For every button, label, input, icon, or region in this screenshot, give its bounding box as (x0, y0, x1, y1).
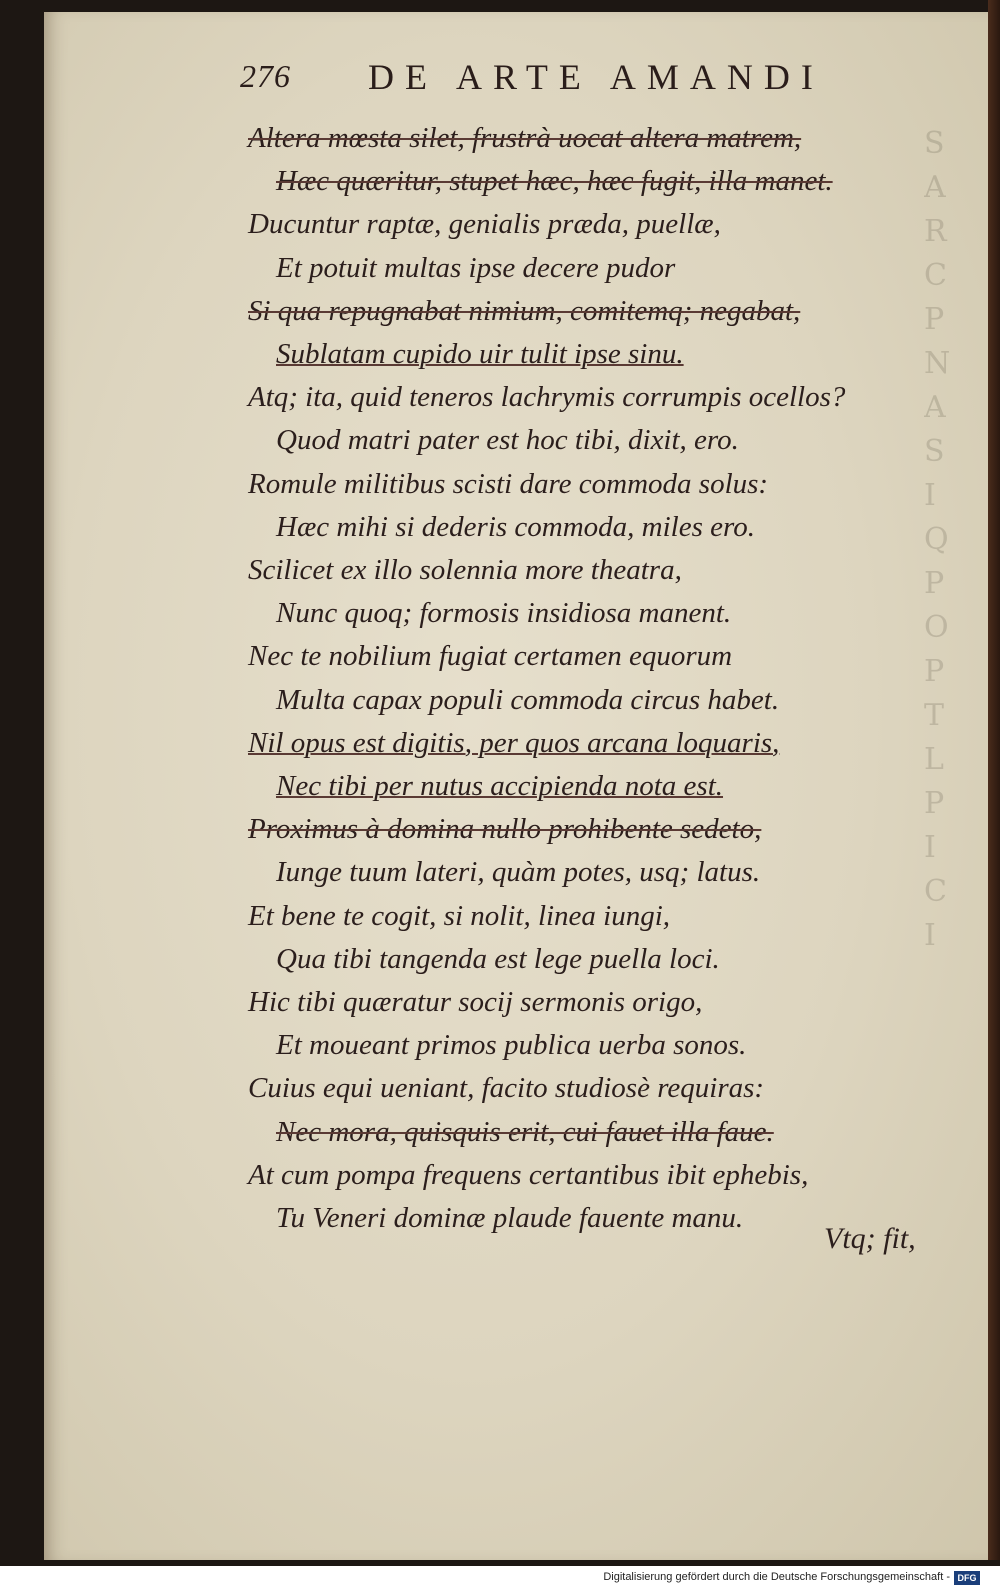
verse-text: Et potuit multas ipse decere pudor (276, 251, 676, 284)
verse-text: Proximus à domina nullo prohibente sedeto, (248, 813, 762, 846)
verse-text: Qua tibi tangenda est lege puella loci. (276, 942, 720, 975)
verse-text: Hic tibi quæratur socij sermonis origo, (248, 986, 703, 1018)
verse-line (248, 291, 880, 331)
verse-line (276, 1198, 880, 1238)
verse-line (248, 723, 880, 763)
verse-line (248, 636, 880, 676)
running-head (240, 56, 860, 102)
verse-text: Atq; ita, quid teneros lachrymis corrumpis ocellos? (248, 381, 846, 414)
verse-text: Et bene te cogit, si nolit, linea iungi, (248, 899, 671, 932)
verse-line (248, 1068, 880, 1108)
verse-line (276, 593, 880, 633)
verse-line (248, 982, 880, 1022)
verse-line (248, 809, 880, 849)
verse-text: Nec tibi per nutus accipienda nota est. (276, 770, 724, 802)
verse-text: Hæc mihi si dederis commoda, miles ero. (276, 510, 755, 543)
verse-line (276, 680, 880, 720)
verse-line (276, 161, 880, 201)
verse-line (276, 248, 880, 288)
dfg-logo: DFG (954, 1571, 980, 1585)
verse-line (276, 1025, 880, 1065)
verse-text: Sublatam cupido uir tulit ipse sinu. (276, 338, 684, 370)
verse-line (248, 118, 880, 158)
verse-text: Nunc quoq; formosis insidiosa manent. (276, 597, 732, 630)
verse-text: Quod matri pater est hoc tibi, dixit, ero. (276, 424, 739, 457)
verse-line (276, 1112, 880, 1152)
verse-line (276, 334, 880, 374)
verse-text: Et moueant primos publica uerba sonos. (276, 1029, 747, 1062)
verse-text: Nec te nobilium fugiat certamen equorum (248, 640, 733, 673)
catchword: Vtq; fit, (824, 1222, 916, 1255)
verse-line (248, 896, 880, 936)
verse-text: Multa capax populi commoda circus habet. (276, 683, 780, 716)
verse-text: Altera mœsta silet, frustrà uocat altera matrem, (248, 122, 802, 154)
verse-line (276, 766, 880, 806)
verse-text: Cuius equi ueniant, facito studiosè requiras: (248, 1072, 765, 1105)
book-edge (988, 0, 1000, 1560)
verse-text: Romule militibus scisti dare commoda solus: (248, 467, 769, 500)
verse-line (276, 852, 880, 892)
verse-text: At cum pompa frequens certantibus ibit ephebis, (248, 1158, 809, 1191)
verse-text: Tu Veneri dominæ plaude fauente manu. (276, 1202, 744, 1234)
verse-text: Ducuntur raptæ, genialis præda, puellæ, (248, 208, 721, 241)
bleed-through-text: S A R C P N A S I Q P O P T L P I C I (924, 126, 951, 953)
footer-bar (0, 1566, 1000, 1591)
funding-credit: Digitalisierung gefördert durch die Deutsche Forschungsgemeinschaft - (603, 1571, 950, 1583)
verse-text: Iunge tuum lateri, quàm potes, usq; latus. (276, 856, 761, 889)
verse-line (248, 1155, 880, 1195)
running-title: DE ARTE AMANDI (368, 57, 824, 97)
verse-text: Scilicet ex illo solennia more theatra, (248, 554, 682, 586)
verse-line (248, 550, 880, 590)
verse-text: Si qua repugnabat nimium, comitemq; negabat, (248, 294, 801, 327)
verse-line (248, 377, 880, 417)
verse-text: Nil opus est digitis, per quos arcana loquaris, (248, 726, 780, 759)
verse-line (276, 507, 880, 547)
verse-text: Nec mora, quisquis erit, cui fauet illa faue. (276, 1115, 774, 1148)
verse-text: Hæc quæritur, stupet hæc, hæc fugit, illa manet. (276, 165, 833, 198)
verse-line (276, 420, 880, 460)
verse-line (276, 939, 880, 979)
page-number: 276 (240, 58, 291, 94)
verse-line (248, 464, 880, 504)
verse-line (248, 204, 880, 244)
